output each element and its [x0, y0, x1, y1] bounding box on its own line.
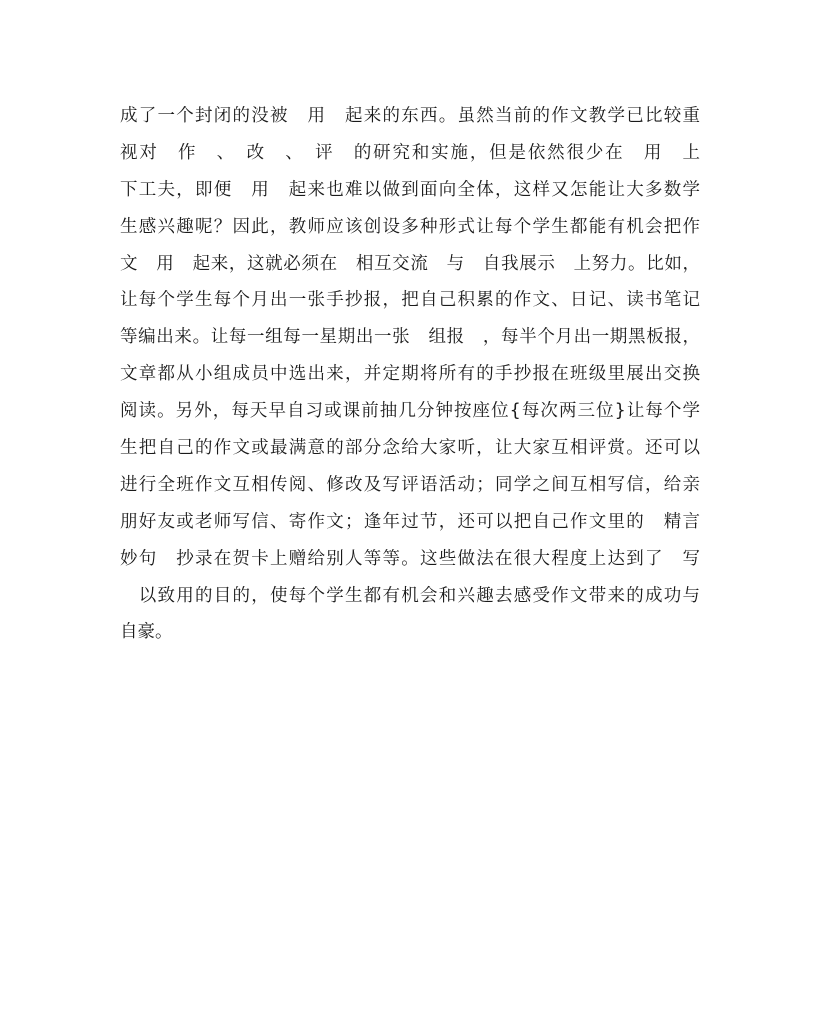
- text-line-3: 下工夫，即便 用 起来也难以做到面向全体，这样又怎能让大多数学: [120, 179, 700, 200]
- paragraph: [120, 98, 700, 651]
- text-line-10: 生把自己的作文或最满意的部分念给大家听，让大家互相评赏。还可以: [120, 438, 700, 459]
- text-line-9: 阅读。另外，每天早自习或课前抽几分钟按座位{每次两三位}让每个学: [120, 401, 700, 422]
- text-line-13: 妙句 抄录在贺卡上赠给别人等等。这些做法在很大程度上达到了 写: [120, 548, 700, 569]
- text-line-14: 以致用的目的，使每个学生都有机会和兴趣去感受作文带来的成功与: [120, 585, 700, 606]
- text-line-2: 视对 作 、 改 、 评 的研究和实施，但是依然很少在 用 上: [120, 142, 700, 163]
- text-line-7: 等编出来。让每一组每一星期出一张 组报 ，每半个月出一期黑板报，: [120, 327, 700, 348]
- text-line-12: 朋好友或老师写信、寄作文；逢年过节，还可以把自己作文里的 精言: [120, 511, 700, 532]
- text-line-11: 进行全班作文互相传阅、修改及写评语活动；同学之间互相写信，给亲: [120, 474, 700, 495]
- text-line-5: 文 用 起来，这就必须在 相互交流 与 自我展示 上努力。比如，: [120, 253, 700, 274]
- text-line-8: 文章都从小组成员中选出来，并定期将所有的手抄报在班级里展出交换: [120, 364, 700, 385]
- text-line-6: 让每个学生每个月出一张手抄报，把自己积累的作文、日记、读书笔记: [120, 290, 700, 311]
- text-line-1: 成了一个封闭的没被 用 起来的东西。虽然当前的作文教学已比较重: [120, 106, 700, 126]
- text-line-15: 自豪。: [120, 622, 173, 643]
- text-line-4: 生感兴趣呢？因此，教师应该创设多种形式让每个学生都能有机会把作: [120, 216, 700, 237]
